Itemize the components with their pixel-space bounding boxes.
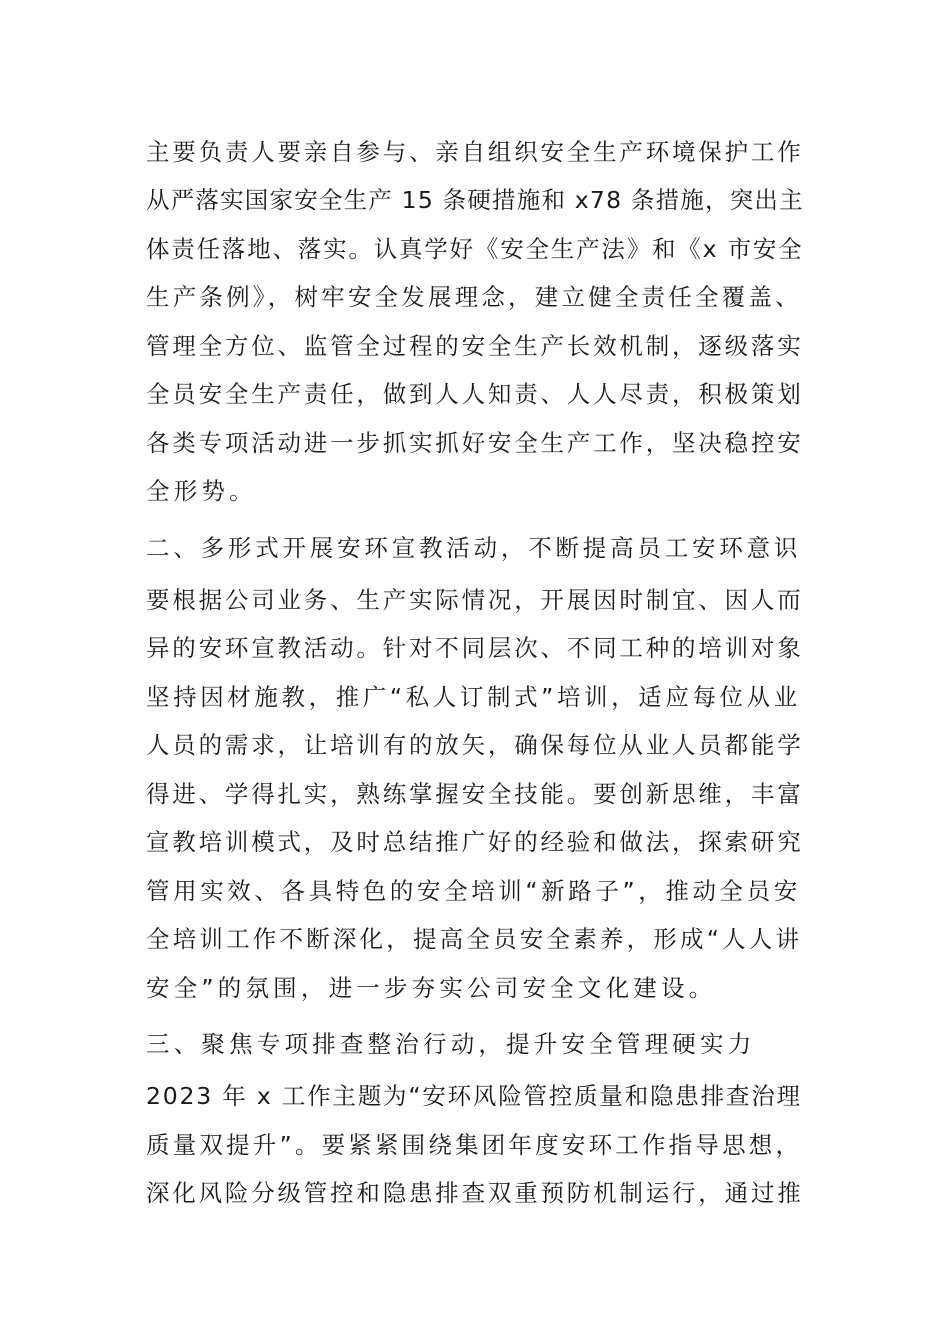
text-line: 全培训工作不断深化，提高全员安全素养，形成“人人讲 (146, 925, 803, 953)
text-line: 安全”的氛围，进一步夯实公司安全文化建设。 (146, 974, 717, 1002)
section-heading: 二、多形式开展安环宣教活动，不断提高员工安环意识 (146, 534, 802, 562)
text-line: 2023 年 x 工作主题为“安环风险管控质量和隐患排查治理 (146, 1082, 802, 1110)
text-line: 得进、学得扎实，熟练掌握安全技能。要创新思维，丰富 (146, 780, 804, 808)
text-line: 管用实效、各具特色的安全培训“新路子”，推动全员安 (146, 877, 801, 905)
text-line: 从严落实国家安全生产 15 条硬措施和 x78 条措施，突出主 (146, 186, 804, 214)
text-line: 坚持因材施教，推广“私人订制式”培训，适应每位从业 (146, 683, 801, 711)
text-line: 体责任落地、落实。认真学好《安全生产法》和《x 市安全 (146, 235, 804, 263)
text-line: 生产条例》，树牢安全发展理念，建立健全责任全覆盖、 (146, 283, 802, 311)
text-line: 人员的需求，让培训有的放矢，确保每位从业人员都能学 (146, 731, 804, 759)
text-line: 全员安全生产责任，做到人人知责、人人尽责，积极策划 (146, 380, 804, 408)
text-line: 质量双提升”。要紧紧围绕集团年度安环工作指导思想， (146, 1131, 803, 1159)
text-line: 深化风险分级管控和隐患排查双重预防机制运行，通过推 (146, 1179, 804, 1207)
text-line: 全形势。 (146, 477, 257, 505)
text-line: 宣教培训模式，及时总结推广好的经验和做法，探索研究 (146, 828, 804, 856)
section-heading: 三、聚焦专项排查整治行动，提升安全管理硬实力 (146, 1030, 756, 1058)
text-line: 各类专项活动进一步抓实抓好安全生产工作，坚决稳控安 (146, 429, 804, 457)
text-line: 要根据公司业务、生产实际情况，开展因时制宜、因人而 (146, 586, 804, 614)
text-line: 管理全方位、监管全过程的安全生产长效机制，逐级落实 (146, 332, 804, 360)
text-line: 异的安环宣教活动。针对不同层次、不同工种的培训对象 (146, 634, 804, 662)
text-line: 主要负责人要亲自参与、亲自组织安全生产环境保护工作 (146, 138, 804, 166)
